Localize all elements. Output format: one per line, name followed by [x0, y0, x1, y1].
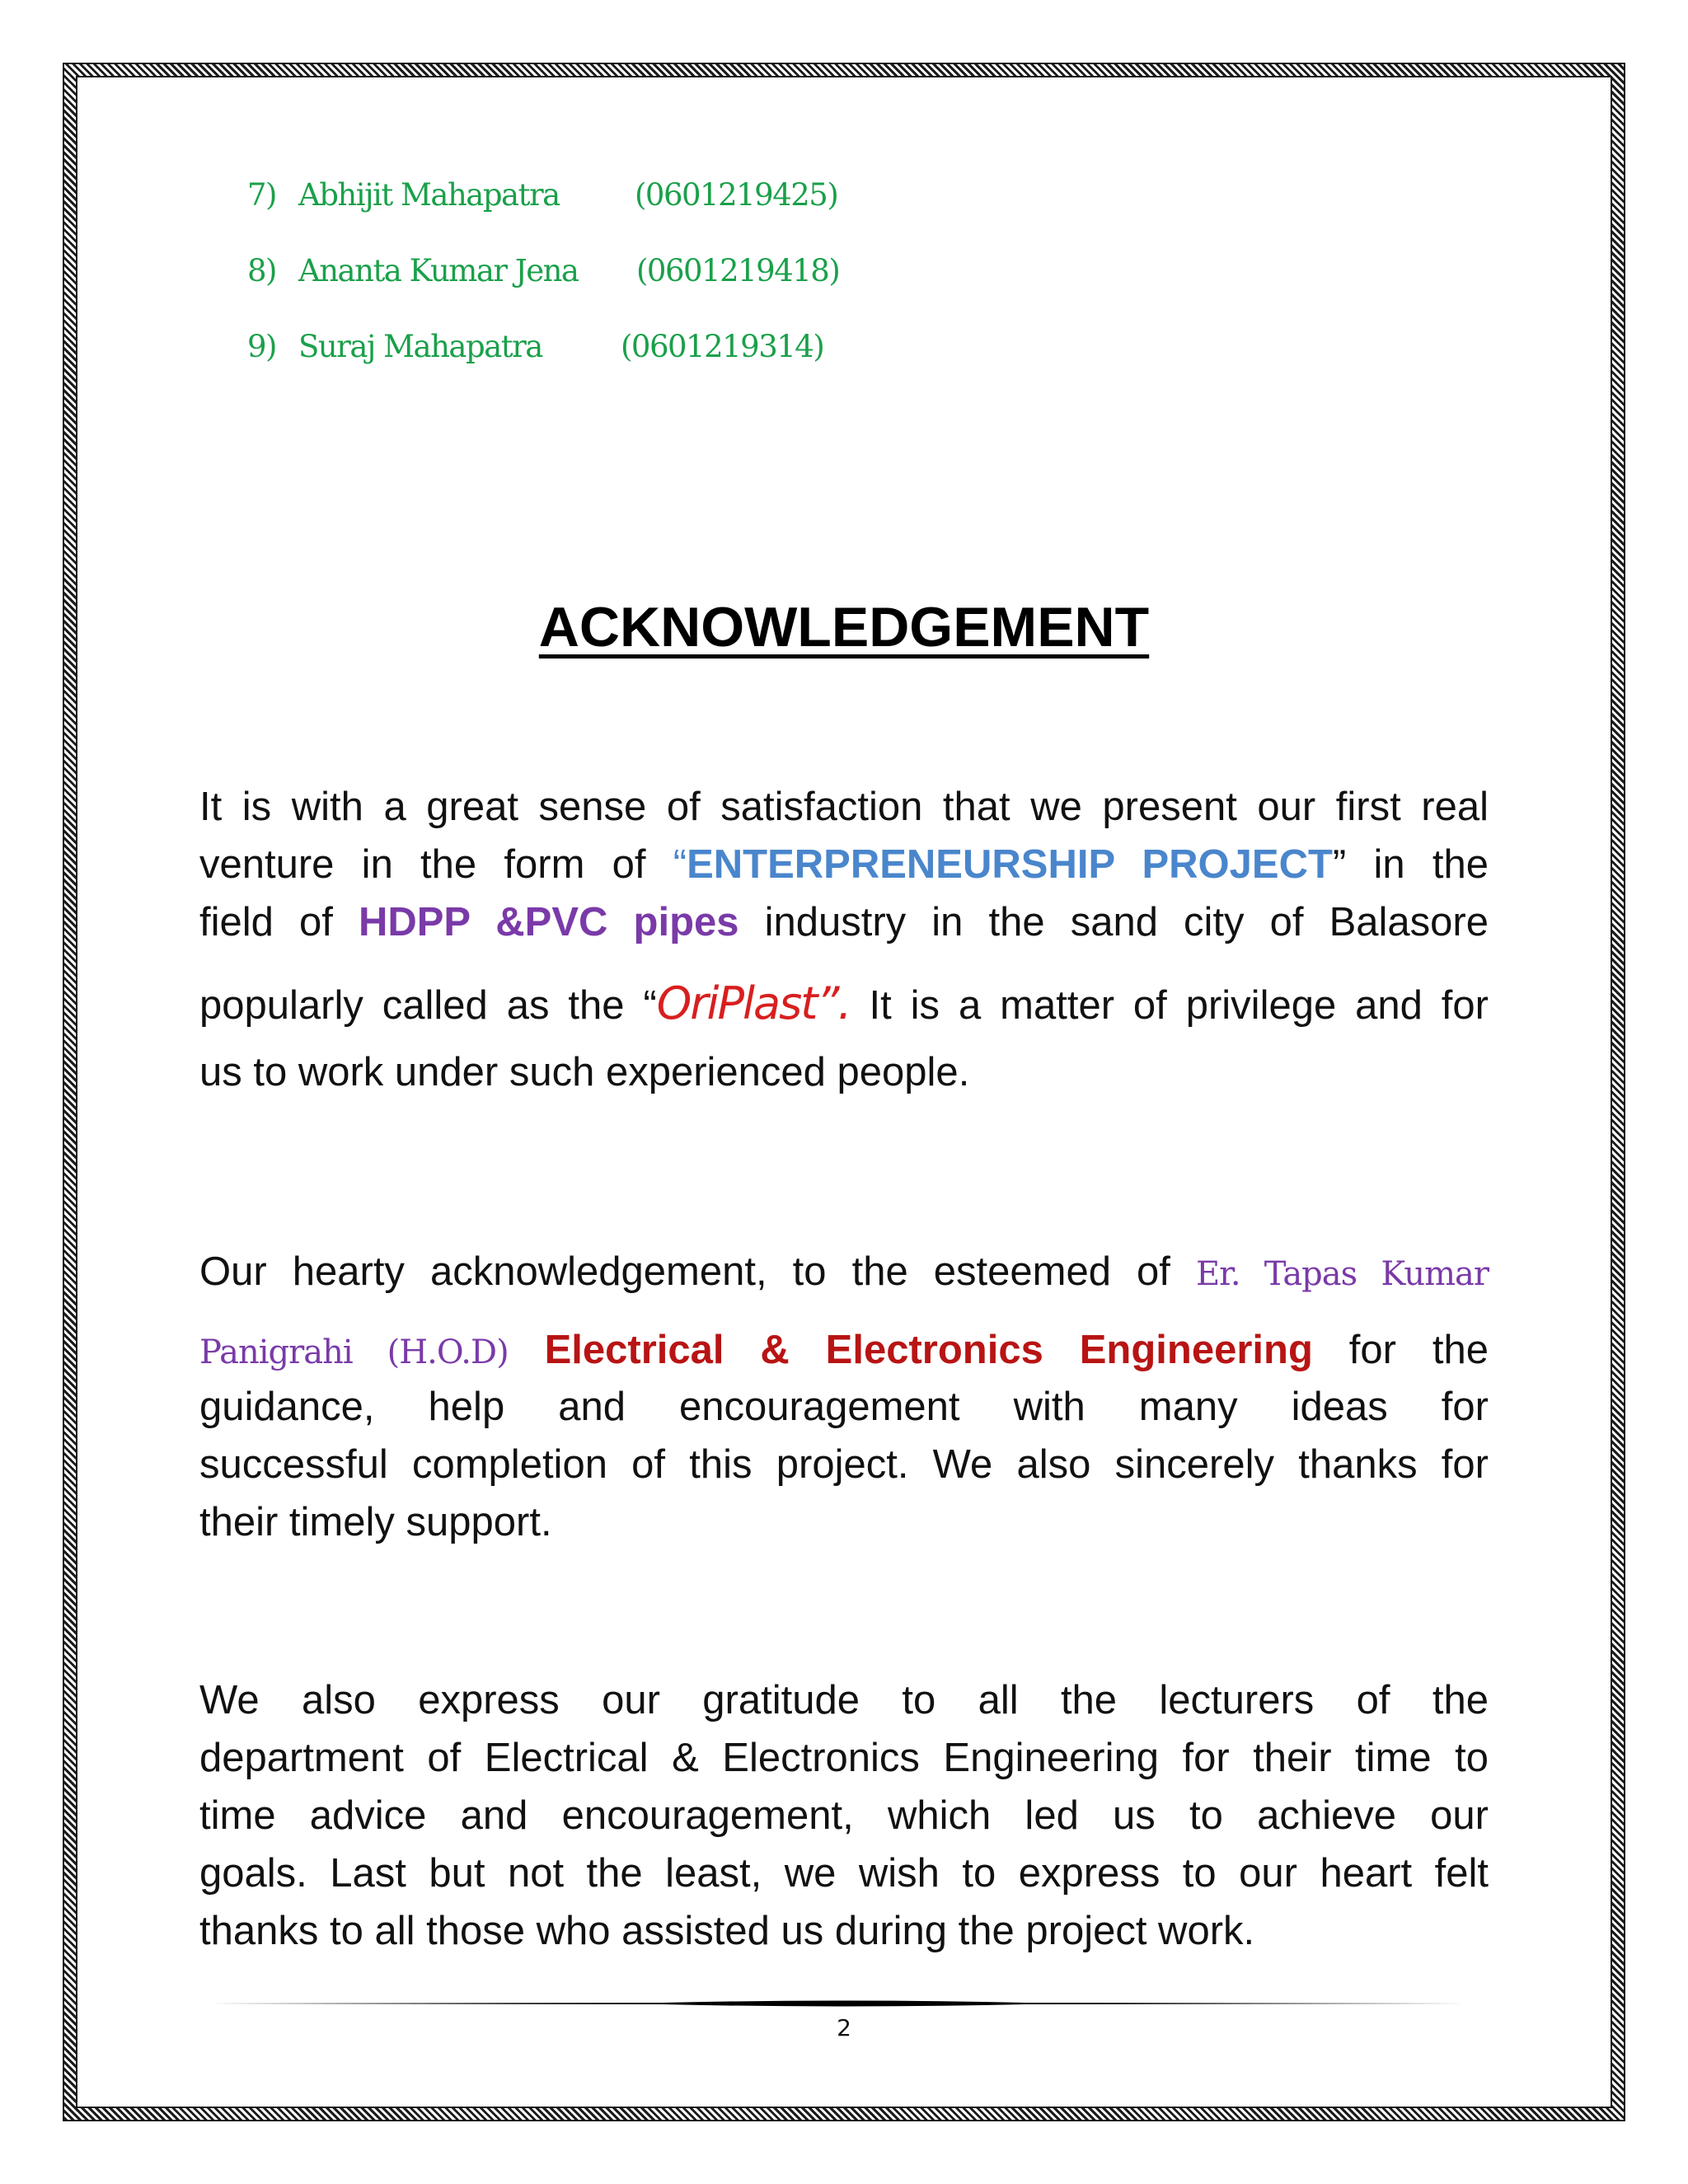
page-title-text: ACKNOWLEDGEMENT	[538, 596, 1150, 658]
paragraph-intro	[199, 778, 1489, 1101]
paragraph-line	[199, 893, 1489, 951]
paragraph-hod	[199, 1243, 1489, 1551]
paragraph-line: their timely support.	[199, 1500, 552, 1544]
member-name: Suraj Mahapatra	[298, 328, 542, 364]
page-number: 2	[837, 2014, 851, 2041]
list-item	[247, 157, 839, 232]
paragraph-line: department of Electrical & Electronics Engineering for their time to	[199, 1736, 1489, 1780]
member-number: 7)	[247, 176, 276, 213]
text-run: venture in the form of	[199, 842, 673, 887]
member-id: (0601219425)	[635, 176, 838, 213]
paragraph-line: We also express our gratitude to all the lecturers of the	[199, 1678, 1489, 1722]
member-list	[247, 157, 839, 384]
project-name: ENTERPRENEURSHIP PROJECT	[687, 842, 1333, 887]
footer-divider	[201, 1998, 1487, 2009]
hod-name: Er. Tapas Kumar	[1195, 1255, 1489, 1293]
text-run: ” in the	[1332, 842, 1489, 887]
department-name: Electrical & Electronics Engineering	[544, 1328, 1313, 1372]
text-run: for the	[1348, 1328, 1489, 1372]
text-run: Our hearty acknowledgement, to the esteemed of	[199, 1249, 1196, 1294]
member-number: 8)	[247, 252, 276, 288]
paragraph-line: It is with a great sense of satisfaction that we present our first real	[199, 785, 1489, 829]
industry-name: HDPP &PVC pipes	[358, 900, 739, 944]
paragraph-line	[199, 836, 1489, 893]
page-title	[0, 595, 1688, 659]
member-name: Abhijit Mahapatra	[298, 176, 560, 213]
paragraph-gratitude	[199, 1671, 1489, 1960]
hod-name: Panigrahi (H.O.D)	[199, 1333, 509, 1371]
text-run: field of	[199, 900, 359, 944]
paragraph-line: successful completion of this project. We also sincerely thanks for	[199, 1442, 1489, 1487]
paragraph-line	[199, 951, 1489, 1043]
member-name: Ananta Kumar Jena	[298, 252, 579, 288]
member-id: (0601219314)	[621, 328, 824, 364]
quote-mark: “	[673, 842, 687, 887]
paragraph-line: us to work under such experienced people.	[199, 1050, 970, 1094]
paragraph-line: goals. Last but not the least, we wish to express to our heart felt	[199, 1851, 1489, 1896]
paragraph-line	[199, 1310, 1489, 1378]
list-item	[247, 232, 839, 308]
text-run: It is a matter of privilege and for	[850, 983, 1489, 1028]
text-run: popularly called as the “	[199, 983, 657, 1028]
member-number: 9)	[247, 328, 276, 364]
text-run: industry in the sand city of Balasore	[738, 900, 1489, 944]
paragraph-line	[199, 1243, 1489, 1310]
list-item	[247, 308, 839, 384]
paragraph-line: thanks to all those who assisted us during the project work.	[199, 1909, 1255, 1953]
brand-name: OriPlast”.	[656, 977, 851, 1029]
member-id: (0601219418)	[636, 252, 840, 288]
paragraph-line: guidance, help and encouragement with many ideas for	[199, 1385, 1489, 1429]
paragraph-line: time advice and encouragement, which led us to achieve our	[199, 1793, 1489, 1838]
